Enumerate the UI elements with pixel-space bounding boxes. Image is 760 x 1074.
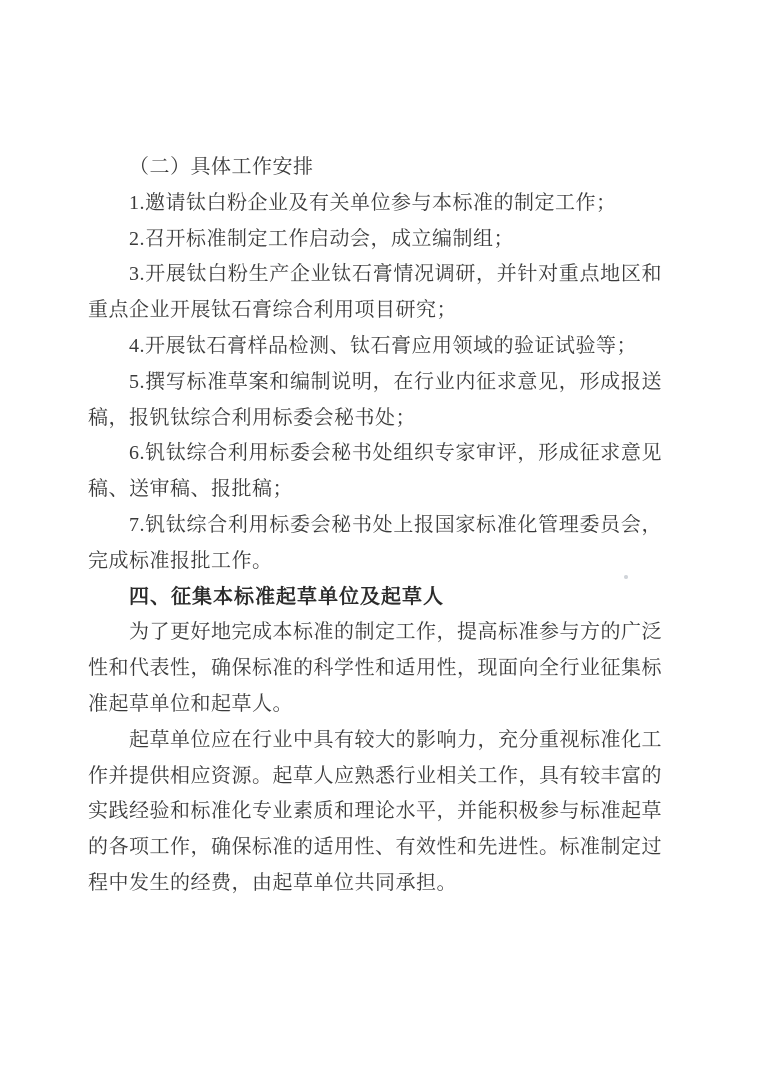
document-body — [88, 150, 662, 902]
text-line: 作并提供相应资源。起草人应熟悉行业相关工作，具有较丰富的 — [88, 764, 662, 787]
section-4-heading: 四、征集本标准起草单位及起草人 — [129, 585, 444, 608]
text-line: 重点企业开展钛石膏综合利用项目研究； — [88, 299, 457, 322]
text-line: 稿，报钒钛综合利用标委会秘书处； — [88, 406, 416, 429]
text-line: 完成标准报批工作。 — [88, 549, 273, 572]
text-line: 4.开展钛石膏样品检测、钛石膏应用领域的验证试验等； — [129, 334, 637, 357]
text-line: 稿、送审稿、报批稿； — [88, 478, 293, 501]
text-line: 3.开展钛白粉生产企业钛石膏情况调研，并针对重点地区和 — [129, 263, 662, 286]
text-line: 程中发生的经费，由起草单位共同承担。 — [88, 871, 457, 894]
text-line: 实践经验和标准化专业素质和理论水平，并能积极参与标准起草 — [88, 800, 662, 823]
text-line: 2.召开标准制定工作启动会，成立编制组； — [129, 227, 514, 250]
section-2-heading: （二）具体工作安排 — [129, 156, 314, 178]
scan-artifact-dot — [624, 575, 628, 579]
text-line: 1.邀请钛白粉企业及有关单位参与本标准的制定工作； — [129, 191, 617, 214]
text-line: 为了更好地完成本标准的制定工作，提高标准参与方的广泛 — [129, 621, 662, 644]
text-line: 起草单位应在行业中具有较大的影响力，充分重视标准化工 — [129, 728, 662, 751]
text-line: 6.钒钛综合利用标委会秘书处组织专家审评，形成征求意见 — [129, 442, 662, 465]
text-line: 的各项工作，确保标准的适用性、有效性和先进性。标准制定过 — [88, 836, 662, 859]
text-line: 7.钒钛综合利用标委会秘书处上报国家标准化管理委员会， — [129, 513, 662, 536]
text-line: 性和代表性，确保标准的科学性和适用性，现面向全行业征集标 — [88, 657, 662, 680]
text-line: 5.撰写标准草案和编制说明，在行业内征求意见，形成报送 — [129, 370, 662, 393]
text-line: 准起草单位和起草人。 — [88, 692, 293, 715]
